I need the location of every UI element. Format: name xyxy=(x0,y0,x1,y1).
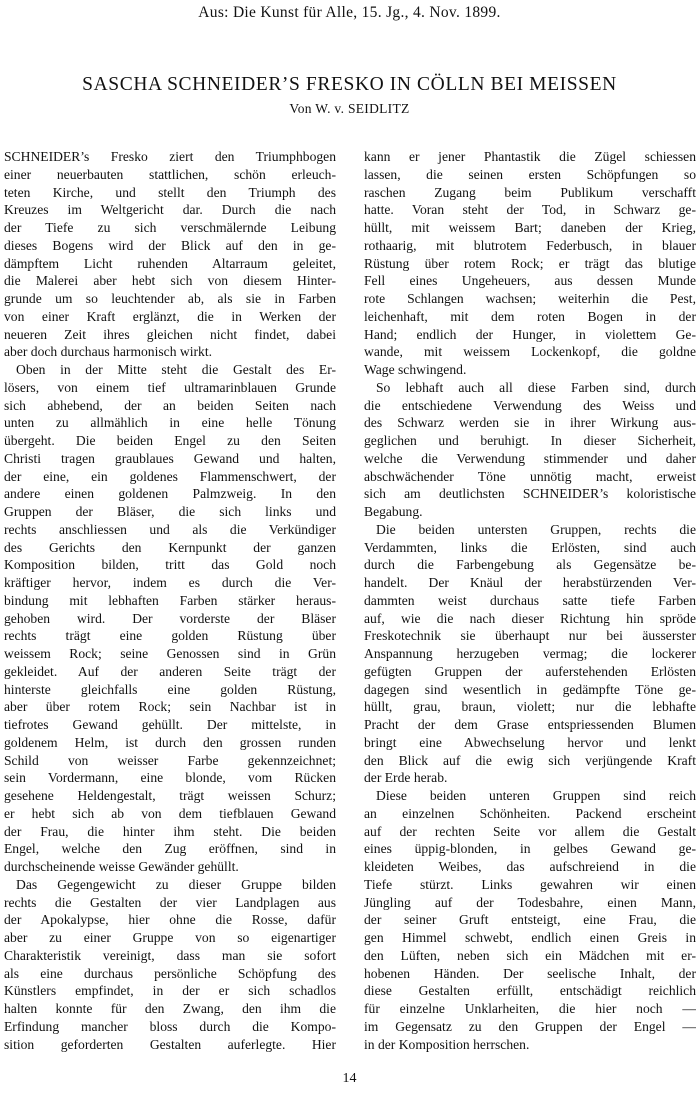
text-line: goldenem Helm, ist durch den grossen runden xyxy=(4,734,336,750)
text-line: hinterste gleichfalls eine golden Rüstung, xyxy=(4,681,336,697)
text-line: sich am deutlichsten SCHNEIDER’s koloristische xyxy=(364,486,696,502)
text-line: handelt. Der Knäul der herabstürzenden Ver- xyxy=(364,575,696,590)
text-line: Christi tragen graublaues Gewand und halten, xyxy=(4,450,336,466)
text-line: bringt eine Abwechselung hervor und lenkt xyxy=(364,734,696,750)
text-line: der eine, ein goldenes Flammenschwert, der xyxy=(4,468,336,484)
text-line: sein Vordermann, eine blonde, vom Rücken xyxy=(4,770,336,786)
text-line: der seiner Gruft entsteigt, eine Frau, die xyxy=(364,912,696,928)
text-line: tiefrotes Gewand gehüllt. Der mittelste, in xyxy=(4,717,336,732)
text-line: raschen Zugang beim Publikum verschafft xyxy=(364,184,696,200)
text-line: die entschiedene Verwendung des Weiss und xyxy=(364,397,696,413)
text-line: des Schwarz werden sie in ihrer Wirkung aus- xyxy=(364,415,696,431)
text-line: Charakteristik vereinigt, dass man sie sofort xyxy=(4,947,336,963)
text-line: übergeht. Die beiden Engel zu den Seiten xyxy=(4,433,336,448)
text-line: Fell eines Ungeheuers, aus dessen Munde xyxy=(364,273,696,289)
text-line: teten Kirche, und stellt den Triumph des xyxy=(4,184,336,200)
text-line: grunde um so leuchtender ab, als sie in Farben xyxy=(4,291,336,306)
text-line: Rüstung über rotem Rock; er trägt das blutige xyxy=(364,255,696,271)
text-line: Hand; endlich der Hunger, in violettem Ge- xyxy=(364,326,696,342)
text-line: Anspannung herzugeben vermag; die lockerer xyxy=(364,646,696,661)
text-line: im Gegensatz zu den Gruppen der Engel — xyxy=(364,1018,696,1034)
text-line: hobenen Händen. Der seelische Inhalt, der xyxy=(364,965,696,981)
text-line: rothaarig, mit blutrotem Federbusch, in blauer xyxy=(364,237,696,253)
text-line: bindung mit lebhaften Farben stärker heraus- xyxy=(4,592,336,608)
text-line: der Apokalypse, hier ohne die Rosse, dafür xyxy=(4,912,336,928)
text-line: lösers, von einem tief ultramarinblauen Grunde xyxy=(4,379,336,395)
right-text-column xyxy=(364,148,696,1053)
text-line: auf der rechten Seite vor allem die Gestalt xyxy=(364,823,696,839)
text-line: Künstlers empfindet, in der er sich schadlos xyxy=(4,983,336,999)
text-line: Freskotechnik sie überhaupt nur bei äusserster xyxy=(364,628,696,644)
text-line: der Erde herab. xyxy=(364,770,448,786)
text-line: wande, mit weissem Lockenkopf, die goldne xyxy=(364,344,696,360)
text-line: rechts anschliessen und als die Verkündiger xyxy=(4,521,336,537)
text-line: Die beiden untersten Gruppen, rechts die xyxy=(376,521,696,537)
text-line: kleideten Weibes, das aufschreiend in die xyxy=(364,859,696,874)
text-line: Tiefe stürzt. Links gewahren wir einen xyxy=(364,876,696,892)
left-text-column xyxy=(4,148,336,1053)
text-line: den Lüften, neben sich ein Mädchen mit er- xyxy=(364,947,696,963)
text-line: hüllt, grau, braun, violett; nur die lebhafte xyxy=(364,699,696,715)
text-line: hatte. Voran steht der Tod, in Schwarz ge- xyxy=(364,202,696,218)
text-line: Schild von weisser Farbe gekennzeichnet; xyxy=(4,752,336,768)
text-line: gefügten Gruppen der auferstehenden Erlösten xyxy=(364,663,696,679)
text-line: durchscheinende weisse Gewänder gehüllt. xyxy=(4,859,239,874)
text-line: dammten weist durchaus satte tiefe Farben xyxy=(364,592,696,608)
text-line: gen Himmel schwebt, endlich einen Greis in xyxy=(364,930,696,945)
text-line: Erfindung mancher bloss durch die Kompo- xyxy=(4,1018,336,1034)
text-line: Engel, welche den Zug eröffnen, sind in xyxy=(4,841,336,857)
text-line: Diese beiden unteren Gruppen sind reich xyxy=(376,788,696,803)
text-line: leichenhaft, mit dem roten Bogen in der xyxy=(364,308,696,324)
text-line: kann er jener Phantastik die Zügel schiessen xyxy=(364,149,696,164)
text-line: andere einen goldenen Palmzweig. In den xyxy=(4,486,336,502)
text-line: Wage schwingend. xyxy=(364,362,467,377)
text-line: der Frau, die hinter ihm steht. Die beiden xyxy=(4,823,336,839)
text-line: Gruppen der Bläser, die sich links und xyxy=(4,504,336,519)
text-line: den Blick auf die ewig sich verjüngende Kraft xyxy=(364,752,696,768)
text-line: der Tiefe zu sich verschmälernde Leibung xyxy=(4,220,336,235)
page-number: 14 xyxy=(342,1071,357,1086)
text-line: Pracht der dem Grase entspriessenden Blumen xyxy=(364,717,696,732)
text-line: an einzelnen Schönheiten. Packend erscheint xyxy=(364,805,696,821)
author-byline: Von W. v. SEIDLITZ xyxy=(289,101,410,116)
text-line: von einer Kraft erglänzt, die in Werken der xyxy=(4,308,336,324)
text-line: gehoben wird. Der vorderste der Bläser xyxy=(4,610,336,626)
text-line: unten zu allmählich in eine helle Tönung xyxy=(4,415,336,431)
text-line: rechts trägt eine golden Rüstung über xyxy=(4,628,336,644)
source-citation: Aus: Die Kunst für Alle, 15. Jg., 4. Nov. 1899. xyxy=(198,4,501,21)
text-line: Jüngling auf der Todesbahre, einen Mann, xyxy=(364,894,696,910)
text-line: sition geforderten Gestalten auferlegte. Hier xyxy=(4,1036,336,1052)
text-line: Begabung. xyxy=(364,504,423,519)
text-line: auf, wie die nach dieser Richtung hin spröde xyxy=(364,610,696,626)
text-line: des Gerichts den Kernpunkt der ganzen xyxy=(4,539,336,555)
text-line: kräftiger hervor, indem es durch die Ver- xyxy=(4,575,336,590)
article-title: SASCHA SCHNEIDER’S FRESKO IN CÖLLN BEI MEISSEN xyxy=(82,74,617,95)
text-line: eines üppig-blonden, in gelbes Gewand ge- xyxy=(364,841,696,857)
text-line: Oben in der Mitte steht die Gestalt des Er- xyxy=(16,362,336,377)
text-line: halten konnte für den Zwang, den ihm die xyxy=(4,1001,336,1016)
text-line: weissem Rock; seine Genossen sind in Grün xyxy=(4,646,336,661)
text-line: die Malerei aber hebt sich von diesem Hinter- xyxy=(4,273,336,289)
text-line: lassen, die seinen ersten Schöpfungen so xyxy=(364,166,696,182)
text-line: als eine durchaus persönliche Schöpfung des xyxy=(4,965,336,981)
text-line: einer neuerbauten stattlichen, schön erleuch- xyxy=(4,166,336,182)
text-line: aber zu einer Gruppe von so eigenartiger xyxy=(4,930,336,945)
text-line: hüllt, mit weissem Bart; daneben der Krieg, xyxy=(364,220,696,235)
text-line: aber doch durchaus harmonisch wirkt. xyxy=(4,344,212,360)
text-line: für einzelne Unklarheiten, die hier noch — xyxy=(364,1001,696,1016)
text-line: neueren Zeit ihres gleichen nicht findet, dabei xyxy=(4,326,336,342)
text-line: dagegen sind wesentlich in gedämpfte Töne ge- xyxy=(364,681,696,697)
text-line: So lebhaft auch all diese Farben sind, durch xyxy=(376,379,696,395)
text-line: sich abhebend, der an beiden Seiten nach xyxy=(4,397,336,413)
text-line: aber über rotem Rock; sein Nachbar ist in xyxy=(4,699,336,715)
text-line: durch die Farbengebung als Gegensätze be- xyxy=(364,557,696,573)
text-line: dämpftem Licht ruhenden Altarraum geleitet, xyxy=(4,255,336,271)
text-line: Verdammten, links die Erlösten, sind auch xyxy=(364,539,696,555)
text-line: abschwächender Töne unnötig macht, erweist xyxy=(364,468,696,484)
text-line: welche die Verwendung stimmender und daher xyxy=(364,450,696,466)
text-line: Komposition bilden, tritt das Gold noch xyxy=(4,557,336,573)
text-line: er hebt sich ab von dem tiefblauen Gewand xyxy=(4,805,336,821)
text-line: gekleidet. Auf der anderen Seite trägt der xyxy=(4,663,336,679)
text-line: SCHNEIDER’s Fresko ziert den Triumphbogen xyxy=(4,149,336,164)
text-line: rote Schlangen wachsen; weiterhin die Pest, xyxy=(364,291,696,306)
text-line: dieses Bogens wird der Blick auf den in ge- xyxy=(4,237,336,253)
text-line: diese Gestalten erfüllt, entschädigt reichlich xyxy=(364,983,696,999)
text-line: rechts die Gestalten der vier Landplagen aus xyxy=(4,894,336,910)
text-line: Kreuzes im Weltgericht dar. Durch die nach xyxy=(4,202,336,218)
text-line: in der Komposition herrschen. xyxy=(364,1036,530,1052)
text-line: Das Gegengewicht zu dieser Gruppe bilden xyxy=(16,876,336,892)
text-line: gesehene Heldengestalt, trägt weissen Schurz; xyxy=(4,788,336,803)
text-line: geglichen und beruhigt. In dieser Sicherheit, xyxy=(364,433,696,448)
